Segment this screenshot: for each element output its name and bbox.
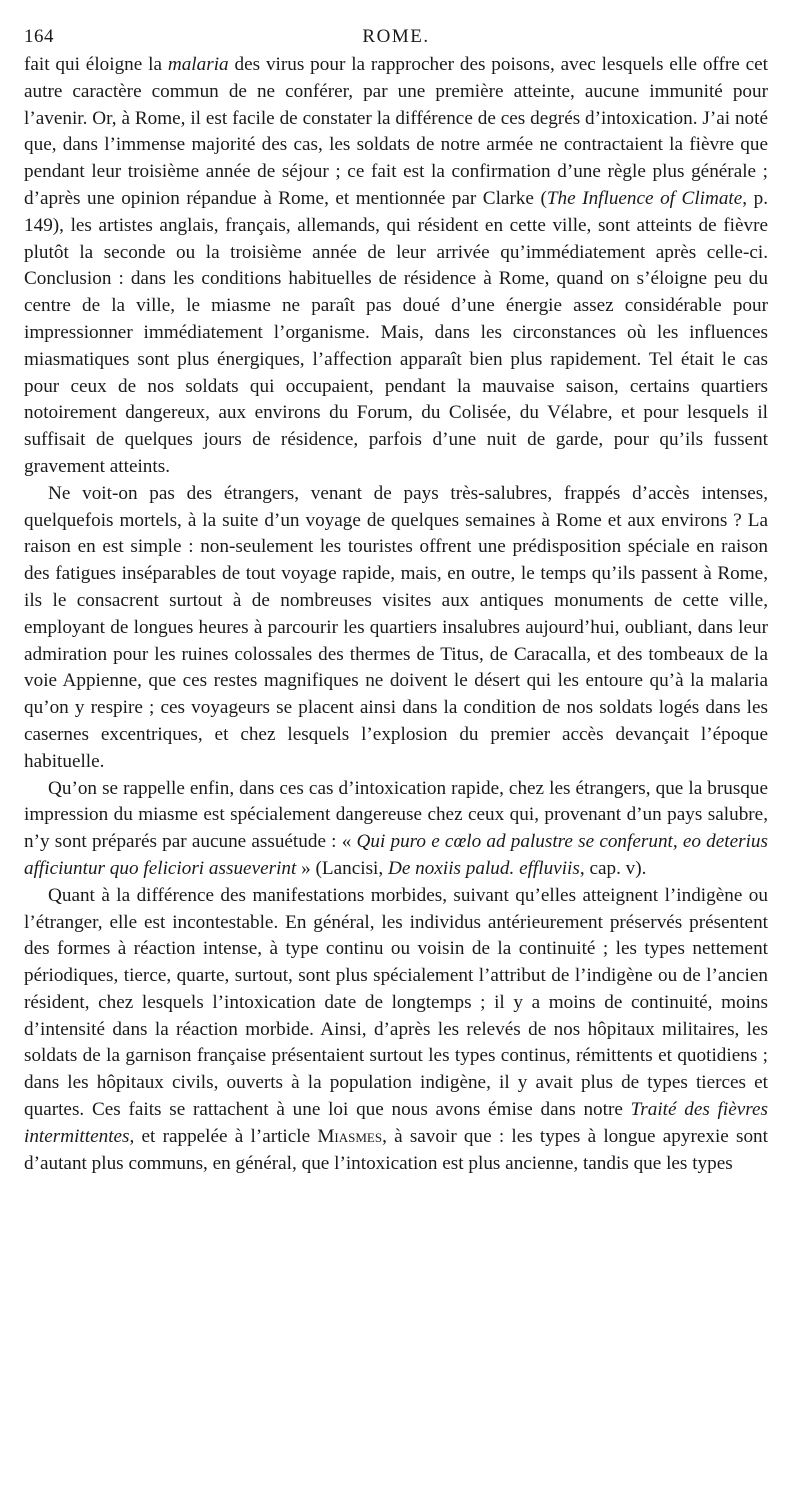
paragraph-2 <box>24 481 768 776</box>
italic-text: Qui puro e cœlo ad palustre se conferunt, eo deterius afficiuntur quo feliciori assueverint <box>24 831 768 879</box>
body-text <box>24 52 768 1177</box>
text-run: Ne voit-on pas des étrangers, venant de pays très-salubres, frappés d’accès intenses, quelquefois mortels, à la suite d’un voyage de quelques semaines à Rome et aux environs ? La raison en est simple : non-seulement les touristes offrent une prédisposition spéciale en raison des fatigues inséparables de tout voyage rapide, mais, en outre, le temps qu’ils passent à Rome, ils le consacrent surtout à de nombreuses visites aux antiques monuments de cette ville, employant de longues heures à parcourir les quartiers insalubres aujourd’hui, oubliant, dans leur admiration pour les ruines colossales des thermes de Titus, de Caracalla, et des tombeaux de la voie Appienne, que ces restes magnifiques ne doivent le désert qui les entoure qu’à la malaria qu’on y respire ; ces voyageurs se placent ainsi dans la condition de nos soldats logés dans les casernes excentriques, et chez lesquels l’explosion du premier accès devançait l’époque habituelle. <box>24 482 768 772</box>
text-run: fait qui éloigne la <box>24 54 168 75</box>
text-run: des virus pour la rapprocher des poisons, avec lesquels elle offre cet autre caractère commun de ne conférer, par une première atteinte, aucune immunité pour l’avenir. Or, à Rome, il est facile de constater la différence de ces degrés d’intoxication. J’ai noté que, dans l’immense majorité des cas, les soldats de notre armée ne contractaient la fièvre que pendant leur troisième année de séjour ; ce fait est la confirmation d’une règle plus générale ; d’après une opinion répandue à Rome, et mentionnée par Clarke ( <box>24 54 768 209</box>
italic-text: De noxiis palud. effluviis <box>387 857 580 879</box>
italic-text: The Influence of Climate <box>546 187 743 209</box>
text-run: , et rappelée à l’article <box>129 1125 318 1147</box>
text-run: Qu’on se rappelle enfin, dans ces cas d’intoxication rapide, chez les étrangers, que la brusque impression du miasme est spécialement dangereuse chez ceux qui, provenant d’un pays salubre, n’y sont préparés par aucune assuétude : « <box>24 777 768 853</box>
paragraph-1 <box>24 52 768 481</box>
book-page <box>24 26 768 1177</box>
page-number: 164 <box>24 26 54 47</box>
text-run: » (Lancisi, <box>296 857 388 879</box>
text-run: Quant à la différence des manifestations morbides, suivant qu’elles atteignent l’indigène ou l’étranger, elle est incontestable. En général, les individus antérieurement préservés présentent des formes à réaction intense, à type continu ou voisin de la continuité ; les types nettement périodiques, tierce, quarte, surtout, sont plus spécialement l’attribut de l’indigène ou de l’ancien résident, chez lesquels l’intoxication date de longtemps ; il y a moins de continuité, moins d’intensité dans la réaction morbide. Ainsi, d’après les relevés de nos hôpitaux militaires, les soldats de la garnison française présentaient surtout les types continus, rémittents et quotidiens ; dans les hôpitaux civils, ouverts à la population indigène, il y avait plus de types tierces et quartes. Ces faits se rattachent à une loi que nous avons émise dans notre <box>24 884 768 1121</box>
italic-text: malaria <box>167 54 229 75</box>
paragraph-4 <box>24 883 768 1178</box>
paragraph-3 <box>24 776 768 883</box>
small-caps-text: Miasmes <box>317 1125 383 1147</box>
text-run: , p. 149), les artistes anglais, français, allemands, qui résident en cette ville, sont atteints de fièvre plutôt la seconde ou la troisième année de leur arrivée qu’immédiatement après celle-ci. Conclusion : dans les conditions habituelles de résidence à Rome, quand on s’éloigne peu du centre de la ville, le miasme ne paraît pas doué d’une énergie assez considérable pour impressionner immédiatement l’organisme. Mais, dans les circonstances où les influences miasmatiques sont plus énergiques, l’affection apparaît bien plus rapidement. Tel était le cas pour ceux de nos soldats qui occupaient, pendant la mauvaise saison, certains quartiers notoirement dangereux, aux environs du Forum, du Colisée, du Vélabre, et pour lesquels il suffisait de quelques jours de résidence, parfois d’une nuit de garde, pour qu’ils fussent gravement atteints. <box>24 187 769 477</box>
text-run: , cap. v). <box>579 857 647 879</box>
running-head <box>24 26 768 52</box>
text-run: , à savoir que : les types à longue apyrexie sont d’autant plus communs, en général, que l’intoxication est plus ancienne, tandis que les types <box>24 1125 768 1174</box>
italic-text: Traité des fièvres intermittentes <box>24 1099 768 1147</box>
page-title: ROME. <box>362 26 430 47</box>
